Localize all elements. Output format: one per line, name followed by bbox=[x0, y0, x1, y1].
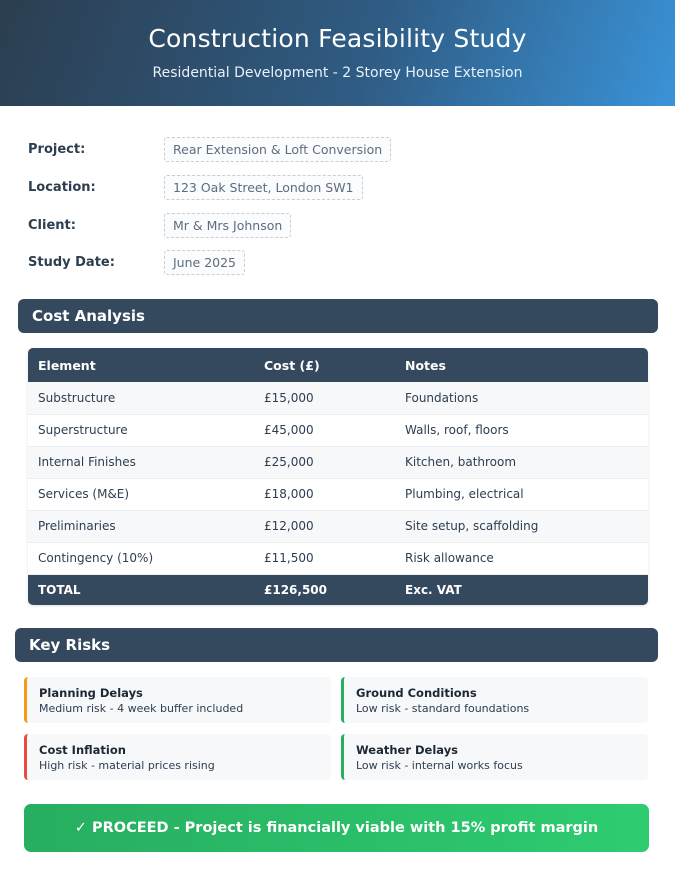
cell-cost: £11,500 bbox=[254, 542, 395, 574]
risk-description: High risk - material prices rising bbox=[39, 759, 215, 772]
cell-cost: £45,000 bbox=[254, 414, 395, 446]
section-title: Key Risks bbox=[29, 636, 111, 654]
cell-element: Internal Finishes bbox=[28, 446, 254, 478]
cell-element: Services (M&E) bbox=[28, 478, 254, 510]
cell-cost: £25,000 bbox=[254, 446, 395, 478]
cost-table bbox=[28, 348, 648, 605]
table-row bbox=[28, 542, 648, 574]
risk-card-ground bbox=[341, 677, 648, 723]
cost-analysis-heading bbox=[18, 299, 658, 333]
cell-cost: £18,000 bbox=[254, 478, 395, 510]
cell-cost: £12,000 bbox=[254, 510, 395, 542]
table-row bbox=[28, 478, 648, 510]
report-title: Construction Feasibility Study bbox=[148, 24, 527, 53]
section-title: Cost Analysis bbox=[32, 307, 145, 325]
table-row bbox=[28, 510, 648, 542]
info-label: Location: bbox=[28, 179, 96, 195]
cell-notes: Foundations bbox=[395, 382, 648, 414]
proceed-verdict-banner bbox=[24, 804, 649, 852]
risk-title: Planning Delays bbox=[39, 686, 143, 700]
client-field[interactable]: Mr & Mrs Johnson bbox=[164, 213, 291, 238]
risk-description: Low risk - standard foundations bbox=[356, 702, 530, 715]
cell-notes: Walls, roof, floors bbox=[395, 414, 648, 446]
cell-notes: Risk allowance bbox=[395, 542, 648, 574]
risk-card-inflation bbox=[24, 734, 331, 780]
risk-description: Low risk - internal works focus bbox=[356, 759, 523, 772]
info-row-project bbox=[28, 136, 628, 162]
info-row-date bbox=[28, 249, 628, 275]
location-field[interactable]: 123 Oak Street, London SW1 bbox=[164, 175, 363, 200]
report-subtitle: Residential Development - 2 Storey House Extension bbox=[152, 65, 523, 81]
info-row-client bbox=[28, 212, 628, 238]
cell-element: Superstructure bbox=[28, 414, 254, 446]
info-label: Project: bbox=[28, 141, 86, 157]
risk-title: Weather Delays bbox=[356, 743, 459, 757]
cell-cost: £15,000 bbox=[254, 382, 395, 414]
column-header-element: Element bbox=[28, 348, 254, 382]
cell-notes: Site setup, scaffolding bbox=[395, 510, 648, 542]
report-header bbox=[0, 0, 675, 106]
total-cost: £126,500 bbox=[254, 574, 395, 605]
info-row-location bbox=[28, 174, 628, 200]
table-row bbox=[28, 414, 648, 446]
cell-element: Substructure bbox=[28, 382, 254, 414]
study-date-field[interactable]: June 2025 bbox=[164, 250, 245, 275]
table-row bbox=[28, 382, 648, 414]
column-header-cost: Cost (£) bbox=[254, 348, 395, 382]
risk-description: Medium risk - 4 week buffer included bbox=[39, 702, 244, 715]
verdict-text: ✓ PROCEED - Project is financially viable with 15% profit margin bbox=[74, 820, 599, 836]
total-row bbox=[28, 574, 648, 605]
risk-card-planning bbox=[24, 677, 331, 723]
key-risks-heading bbox=[15, 628, 658, 662]
cell-notes: Kitchen, bathroom bbox=[395, 446, 648, 478]
total-label: TOTAL bbox=[28, 574, 254, 605]
project-field[interactable]: Rear Extension & Loft Conversion bbox=[164, 137, 391, 162]
info-label: Client: bbox=[28, 217, 76, 233]
table-header-row bbox=[28, 348, 648, 382]
info-label: Study Date: bbox=[28, 254, 115, 270]
column-header-notes: Notes bbox=[395, 348, 648, 382]
risk-title: Cost Inflation bbox=[39, 743, 126, 757]
risk-title: Ground Conditions bbox=[356, 686, 477, 700]
table-row bbox=[28, 446, 648, 478]
risk-card-weather bbox=[341, 734, 648, 780]
cell-notes: Plumbing, electrical bbox=[395, 478, 648, 510]
cell-element: Preliminaries bbox=[28, 510, 254, 542]
total-notes: Exc. VAT bbox=[395, 574, 648, 605]
cell-element: Contingency (10%) bbox=[28, 542, 254, 574]
